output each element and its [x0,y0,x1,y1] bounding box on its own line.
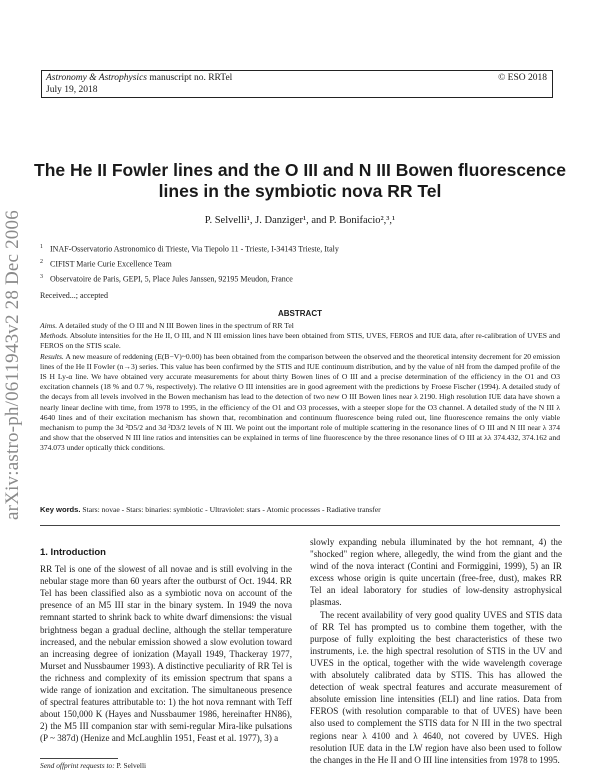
section-heading-introduction: 1. Introduction [40,547,106,558]
affiliation-2: $^2$ CIFIST Marie Curie Excellence Team [40,259,172,269]
title-line-1: The He II Fowler lines and the O III and N III Bowen fluorescence [34,160,566,180]
keywords-text: Stars: novae - Stars: binaries: symbiotic - Ultraviolet: stars - Atomic processes - Radiative transfer [82,505,381,514]
abstract-divider [40,525,560,526]
intro-paragraph-2: The recent availability of very good quality UVES and STIS data of RR Tel has prompted us to combine them together, with the purpose of fully exploiting the best characteristics of these two instruments, i.e. the high spectral resolution of STIS in the UV and UVES in the optical, together with the wide wavelength coverage with absolutely calibrated data by STIS. This has allowed the detection of weak spectral features and accurate measurement of absolute emission line intensities (ELI) and line ratios. Data from FEROS (with resolution comparable to that of UVES) have been also used to complement the STIS data for N III in the two spectral regions near λ 4100 and λ 4640, not covered by UVES. High resolution IUE data in the LW region have also been used to follow the changes in the He II and O III line intensities from 1978 to 1995. [310,609,562,765]
footnote-divider [40,758,118,759]
abstract-heading: ABSTRACT [278,309,322,318]
left-column [40,547,292,745]
affiliation-1: $^1$ INAF-Osservatorio Astronomico di Trieste, Via Tiepolo 11 - Trieste, I-34143 Trieste, Italy [40,244,339,254]
received-line: Received...; accepted [40,291,108,300]
footnote-label: Send offprint requests to: [40,761,115,770]
abstract-body [40,321,560,454]
footnote [40,761,146,770]
affiliations [40,241,339,286]
journal-line [46,72,232,84]
abstract-aims: Aims. A detailed study of the O III and N III Bowen lines in the spectrum of RR Tel [40,321,294,330]
header-date: July 19, 2018 [46,85,98,95]
abstract-results: Results. A new measure of reddening (E(B−V)~0.00) has been obtained from the comparison between the observed and the theoretical intensity decrement for 20 emission lines of the He II Fowler (n→3) series. This value has been confirmed by the STIS and IUE continuum distribution, and by the value of nH from the damped profile of the IS H Ly-α line. We have obtained very accurate measurements for about thirty Bowen lines of O III and a precise determination of the efficiency in the O1 and O3 excitation channels (18 % and 0.7 %, respectively). The relative O III intensities are in good agreement with the predictions by Froese Fischer (1994). A detailed study of the decays from all levels involved in the Bowen mechanism has lead to the detection of two new O III Bowen lines near λ 2190. High resolution IUE data have shown a nearly linear decline with time, from 1978 to 1995, in the efficiency of the O1 and O3 processes, with a steeper slope for the O3 channel. A detailed study of the N III λ 4640 lines and of their excitation mechanism has shown that, recombination and continuum fluorescence being ruled out, line fluorescence remains the only viable mechanism to pump the 3d ²D5/2 and 3d ²D3/2 levels of N III. We point out the important role of multiple scattering in the resonance lines of O III and N III near λ 374 and show that the observed N III line ratios and intensities can be explained in terms of line fluorescence by the three resonance lines of O III at λλ 374.432, 374.162 and 374.073 under optically thick conditions. [40,351,560,453]
manuscript-number: manuscript no. RRTel [149,73,233,83]
arxiv-identifier: arXiv:astro-ph/0611943v2 28 Dec 2006 [2,210,23,520]
abstract-methods: Methods. Absolute intensities for the He II, O III, and N III emission lines have been obtained from STIS, UVES, FEROS and IUE data, after re-calibration of UVES and FEROS on the STIS scale. [40,331,560,351]
right-column [310,536,562,766]
journal-name: Astronomy & Astrophysics [46,73,147,83]
keywords [40,505,560,514]
copyright: © ESO 2018 [498,73,547,83]
intro-paragraph-continued: slowly expanding nebula illuminated by the hot remnant, 4) the "shocked" region where, allegedly, the wind from the giant and the wind of the nova interact (Contini and Formiggini, 1999), 5) an IR excess whose origin is quite uncertain (free-free, dust), makes RR Tel an ideal laboratory for studies of low-density astrophysical plasmas. [310,537,562,608]
footnote-name: P. Selvelli [116,761,147,770]
paper-title [20,160,580,202]
title-line-2: lines in the symbiotic nova RR Tel [158,181,442,201]
intro-paragraph-1: RR Tel is one of the slowest of all novae and is still evolving in the nebular stage more than 60 years after the outburst of Oct. 1944. RR Tel has been classified also as a symbiotic nova on account of the presence of an M5 III star in the binary system. In 1949 the nova remnant started to shrink back to white dwarf dimensions: the visual brightness began a gradual decline, although the stellar temperature increased, and the nebular emission showed a slow evolution toward an increasing degree of ionization (Mayall 1949, Thackeray 1977, Murset and Nussbaumer 1993). A distinctive peculiarity of RR Tel is the richness and complexity of its emission spectrum that spans a wide range of ionization and excitation. The simultaneous presence of spectral features attributable to: 1) the hot nova remnant with Teff about 150,000 K (Hayes and Nussbaumer 1986, hereinafter HN86), 2) the M5 III companion star with semi-regular Mira-like pulsations (P ~ 387d) (Henize and McLaughlin 1951, Feast et al. 1977), 3) a [40,564,292,744]
journal-header [41,70,553,98]
keywords-label: Key words. [40,505,81,514]
author-list: P. Selvelli¹, J. Danziger¹, and P. Bonifacio²,³,¹ [204,215,396,226]
affiliation-3: $^3$ Observatoire de Paris, GEPI, 5, Place Jules Janssen, 92195 Meudon, France [40,274,293,284]
